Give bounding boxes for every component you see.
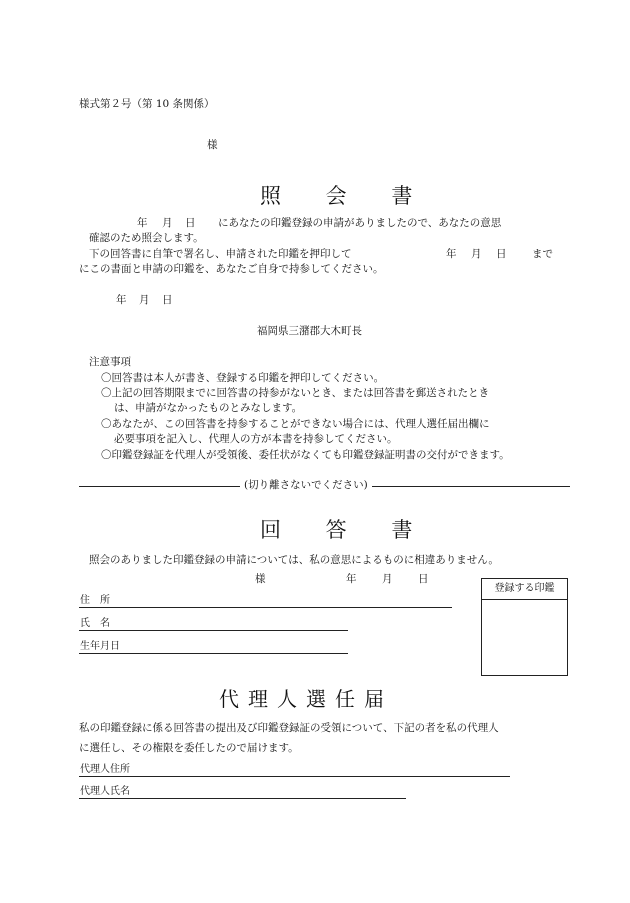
inquiry-date-month: 月: [162, 217, 173, 229]
proxy-address-label: 代理人住所: [80, 764, 130, 775]
inquiry-date-day: 日: [185, 217, 196, 229]
inquiry-date-year: 年: [137, 217, 148, 229]
address-label: 住 所: [80, 595, 110, 606]
note-item: 〇回答書は本人が書き、登録する印鑑を押印してください。: [101, 372, 385, 384]
inquiry-line4: にこの書面と申請の印鑑を、あなたご自身で持参してください。: [79, 263, 384, 275]
proxy-line1: 私の印鑑登録に係る回答書の提出及び印鑑登録証の受領について、下記の者を私の代理人: [79, 722, 499, 734]
issue-year: 年: [116, 294, 127, 306]
notes-heading: 注意事項: [89, 356, 131, 368]
answer-day: 日: [418, 573, 429, 585]
form-number: 様式第２号（第 10 条関係）: [79, 98, 215, 110]
note-item: 〇印鑑登録証を代理人が受領後、委任状がなくても印鑑登録証明書の交付ができます。: [101, 449, 510, 461]
addressee-sama: 様: [207, 139, 218, 151]
name-field[interactable]: [79, 630, 348, 631]
issuer: 福岡県三潴郡大木町長: [257, 325, 362, 337]
birthdate-field[interactable]: [79, 653, 348, 654]
cut-line-label: (切り離さないでください): [240, 479, 372, 492]
seal-box-label: 登録する印鑑: [482, 579, 567, 600]
deadline-made: まで: [532, 248, 553, 260]
address-field[interactable]: [79, 607, 452, 608]
note-item: 〇上記の回答期限までに回答書の持参がないとき、または回答書を郵送されたとき: [101, 387, 490, 399]
deadline-day: 日: [496, 248, 507, 260]
proxy-address-field[interactable]: [79, 776, 510, 777]
deadline-month: 月: [471, 248, 482, 260]
inquiry-line3: 下の回答書に自筆で署名し、申請された印鑑を押印して: [89, 248, 352, 260]
answer-title: 回 答 書: [260, 518, 432, 542]
issue-month: 月: [139, 294, 150, 306]
proxy-name-label: 代理人氏名: [80, 786, 130, 797]
answer-sama: 様: [255, 573, 266, 585]
inquiry-line2: 確認のため照会します。: [89, 232, 204, 244]
birthdate-label: 生年月日: [80, 641, 120, 652]
answer-year: 年: [346, 573, 357, 585]
note-item: は、申請がなかったものとみなします。: [114, 402, 303, 414]
answer-statement: 照会のありました印鑑登録の申請については、私の意思によるものに相違ありません。: [89, 554, 499, 566]
note-item: 〇あなたが、この回答書を持参することができない場合には、代理人選任届出欄に: [101, 418, 490, 430]
name-label: 氏 名: [80, 618, 110, 629]
inquiry-title: 照 会 書: [260, 184, 432, 208]
proxy-line2: に選任し、その権限を委任したので届けます。: [79, 742, 299, 754]
deadline-year: 年: [446, 248, 457, 260]
issue-day: 日: [162, 294, 173, 306]
inquiry-line1: にあなたの印鑑登録の申請がありましたので、あなたの意思: [218, 217, 502, 229]
note-item: 必要事項を記入し、代理人の方が本書を持参してください。: [114, 433, 398, 445]
registered-seal-box[interactable]: [481, 578, 568, 676]
proxy-title: 代理人選任届: [219, 687, 393, 711]
answer-month: 月: [382, 573, 393, 585]
proxy-name-field[interactable]: [79, 798, 406, 799]
